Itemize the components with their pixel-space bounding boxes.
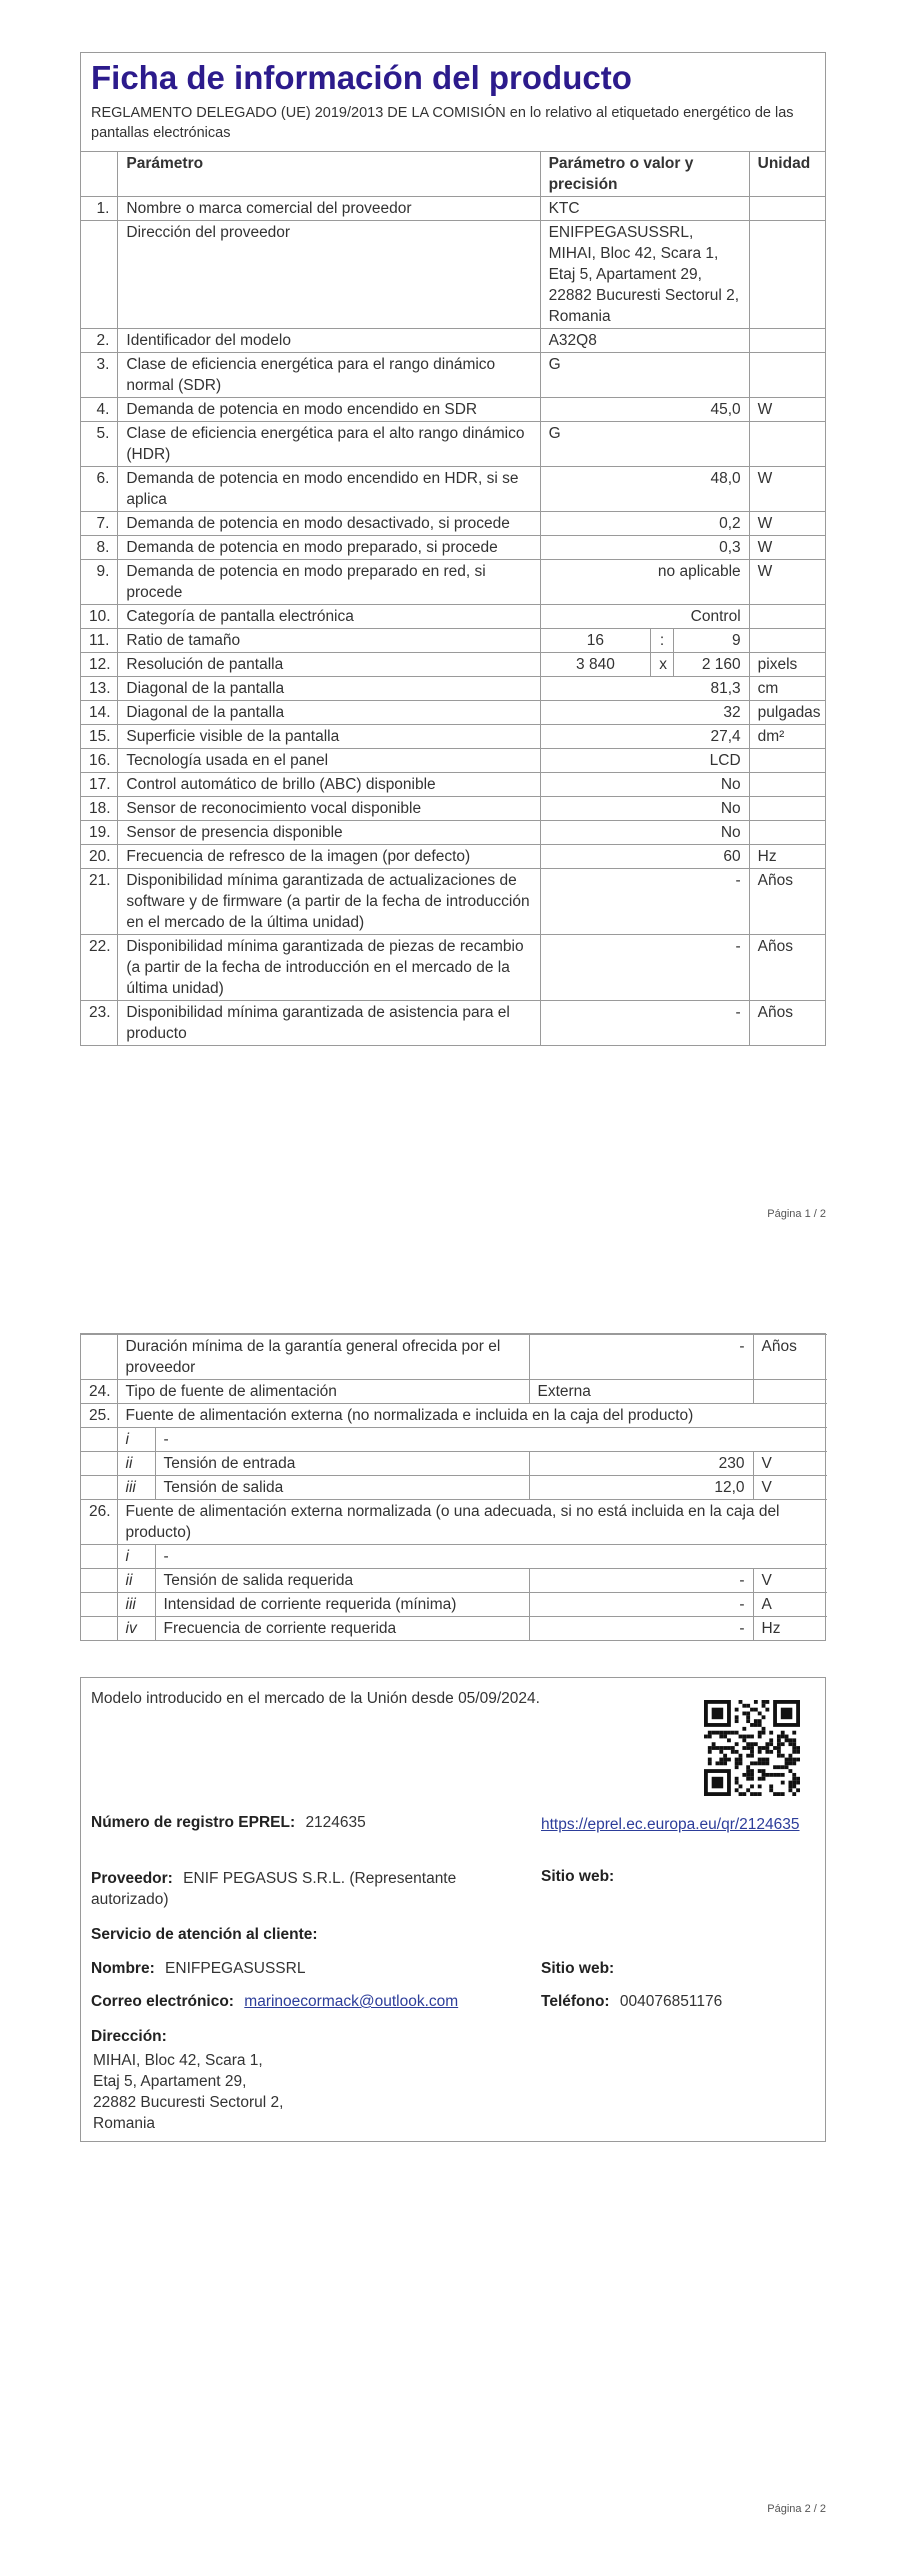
value-cell: - (540, 1001, 749, 1046)
row-number: 20. (81, 845, 118, 869)
address-label: Dirección: (91, 2028, 167, 2045)
param-cell: Categoría de pantalla electrónica (118, 605, 540, 629)
row-number: 6. (81, 467, 118, 512)
value-cell: 60 (540, 845, 749, 869)
param-cell: Diagonal de la pantalla (118, 677, 540, 701)
separator-cell: x (651, 653, 674, 677)
email-label: Correo electrónico: (91, 1993, 234, 2010)
customer-service-heading: Servicio de atención al cliente: (91, 1926, 318, 1943)
unit-cell: W (749, 512, 825, 536)
row-number: 11. (81, 629, 118, 653)
phone-value: 004076851176 (619, 1993, 723, 2010)
name-label: Nombre: (91, 1960, 155, 1977)
unit-cell (749, 221, 825, 329)
table-subrow: iv Frecuencia de corriente requerida - Hz (81, 1617, 827, 1641)
unit-cell: cm (749, 677, 825, 701)
param-cell: Diagonal de la pantalla (118, 701, 540, 725)
unit-cell: W (749, 560, 825, 605)
value-cell: - (540, 935, 749, 1001)
table-subrow: iii Intensidad de corriente requerida (mínima) - A (81, 1593, 827, 1617)
website-label: Sitio web: (541, 1868, 615, 1885)
row-number: 7. (81, 512, 118, 536)
param-cell: Tecnología usada en el panel (118, 749, 540, 773)
param-cell: Disponibilidad mínima garantizada de actualizaciones de software y de firmware (a partir de la fecha de introducción en el mercado de la última unidad) (118, 869, 540, 935)
table-row (81, 398, 825, 422)
name-value: ENIFPEGASUSSRL (165, 1960, 306, 1977)
regulation-text: REGLAMENTO DELEGADO (UE) 2019/2013 DE LA COMISIÓN en lo relativo al etiquetado energético de las pantallas electrónicas (91, 105, 794, 141)
header-param: Parámetro (118, 152, 540, 197)
row-number: 5. (81, 422, 118, 467)
param-cell: Demanda de potencia en modo encendido en HDR, si se aplica (118, 467, 540, 512)
row-number: 23. (81, 1001, 118, 1046)
param-cell: Demanda de potencia en modo desactivado, si procede (118, 512, 540, 536)
unit-cell (749, 821, 825, 845)
param-cell: Dirección del proveedor (118, 221, 540, 329)
table-row (81, 353, 825, 398)
unit-cell: W (749, 467, 825, 512)
row-number: 21. (81, 869, 118, 935)
table-row (81, 797, 825, 821)
supplier-info-box (80, 1677, 826, 2142)
address-line: Etaj 5, Apartament 29, (93, 2073, 247, 2090)
param-cell: Disponibilidad mínima garantizada de asistencia para el producto (118, 1001, 540, 1046)
unit-cell: Años (749, 869, 825, 935)
phone-label: Teléfono: (541, 1993, 610, 2010)
row-number: 1. (81, 197, 118, 221)
product-info-sheet-page2 (80, 1333, 826, 1641)
unit-cell (749, 353, 825, 398)
unit-cell: pixels (749, 653, 825, 677)
param-cell: Demanda de potencia en modo encendido en SDR (118, 398, 540, 422)
table-row (81, 629, 825, 653)
table-row (81, 821, 825, 845)
table-row (81, 773, 825, 797)
row-number: 2. (81, 329, 118, 353)
param-cell: Disponibilidad mínima garantizada de piezas de recambio (a partir de la fecha de introducción en el mercado de la última unidad) (118, 935, 540, 1001)
param-cell: Ratio de tamaño (118, 629, 540, 653)
unit-cell (749, 797, 825, 821)
unit-cell (749, 605, 825, 629)
table-row: 25. Fuente de alimentación externa (no normalizada e incluida en la caja del producto) (81, 1404, 827, 1428)
unit-cell (749, 749, 825, 773)
header-value: Parámetro o valor y precisión (540, 152, 749, 197)
value-cell: 3 840 (540, 653, 651, 677)
value-cell: A32Q8 (540, 329, 749, 353)
value-cell: - (540, 869, 749, 935)
table-subrow: i - (81, 1428, 827, 1452)
table-subrow: ii Tensión de salida requerida - V (81, 1569, 827, 1593)
address-block (93, 2050, 283, 2134)
unit-cell: dm² (749, 725, 825, 749)
email-link[interactable]: marinoecormack@outlook.com (244, 1993, 459, 2010)
eprel-number: 2124635 (305, 1814, 366, 1831)
unit-cell: W (749, 398, 825, 422)
param-cell: Demanda de potencia en modo preparado en red, si procede (118, 560, 540, 605)
table-row (81, 536, 825, 560)
param-cell: Demanda de potencia en modo preparado, si procede (118, 536, 540, 560)
row-number: 13. (81, 677, 118, 701)
param-cell: Clase de eficiencia energética para el rango dinámico normal (SDR) (118, 353, 540, 398)
unit-cell: pulgadas (749, 701, 825, 725)
table-subrow: i - (81, 1545, 827, 1569)
table-row (81, 677, 825, 701)
unit-cell: W (749, 536, 825, 560)
param-cell: Superficie visible de la pantalla (118, 725, 540, 749)
value-cell: ENIFPEGASUSSRL, MIHAI, Bloc 42, Scara 1, Etaj 5, Apartament 29, 22882 Bucuresti Sectorul 2, Romania (540, 221, 749, 329)
value-cell: no aplicable (540, 560, 749, 605)
table-row: 24. Tipo de fuente de alimentación Externa (81, 1380, 827, 1404)
table-row (81, 512, 825, 536)
unit-cell (749, 629, 825, 653)
table-row: Duración mínima de la garantía general ofrecida por el proveedor - Años (81, 1335, 827, 1380)
value-cell: G (540, 353, 749, 398)
table-row (81, 1001, 825, 1046)
product-info-sheet-page1 (80, 52, 826, 1046)
row-number: 16. (81, 749, 118, 773)
param-cell: Frecuencia de refresco de la imagen (por defecto) (118, 845, 540, 869)
value-cell: 48,0 (540, 467, 749, 512)
value-cell: 9 (673, 629, 749, 653)
param-cell: Sensor de reconocimiento vocal disponible (118, 797, 540, 821)
table-row (81, 605, 825, 629)
value-cell: Control (540, 605, 749, 629)
table-row (81, 422, 825, 467)
unit-cell (749, 329, 825, 353)
table-subrow: ii Tensión de entrada 230 V (81, 1452, 827, 1476)
param-cell: Clase de eficiencia energética para el alto rango dinámico (HDR) (118, 422, 540, 467)
address-line: 22882 Bucuresti Sectorul 2, (93, 2094, 284, 2111)
unit-cell: Hz (749, 845, 825, 869)
value-cell: 45,0 (540, 398, 749, 422)
table-row (81, 749, 825, 773)
value-cell: 2 160 (673, 653, 749, 677)
value-cell: No (540, 797, 749, 821)
row-number: 18. (81, 797, 118, 821)
eprel-link[interactable]: https://eprel.ec.europa.eu/qr/2124635 (541, 1816, 800, 1833)
table-row (81, 935, 825, 1001)
value-cell: KTC (540, 197, 749, 221)
table-row (81, 845, 825, 869)
table-row (81, 467, 825, 512)
parameters-table (81, 151, 825, 1045)
table-row (81, 725, 825, 749)
param-cell: Sensor de presencia disponible (118, 821, 540, 845)
value-cell: 0,2 (540, 512, 749, 536)
table-row (81, 869, 825, 935)
row-number: 19. (81, 821, 118, 845)
param-cell: Resolución de pantalla (118, 653, 540, 677)
page-number: Página 1 / 2 (767, 1208, 826, 1220)
address-line: Romania (93, 2115, 156, 2132)
table-header-row (81, 152, 825, 197)
row-number: 3. (81, 353, 118, 398)
unit-cell: Años (749, 1001, 825, 1046)
param-cell: Identificador del modelo (118, 329, 540, 353)
table-subrow: iii Tensión de salida 12,0 V (81, 1476, 827, 1500)
qr-code-icon (704, 1700, 800, 1796)
param-cell: Nombre o marca comercial del proveedor (118, 197, 540, 221)
unit-cell: Años (749, 935, 825, 1001)
unit-cell (749, 773, 825, 797)
table-row (81, 560, 825, 605)
page-title: Ficha de información del producto (91, 59, 632, 96)
value-cell: 16 (540, 629, 651, 653)
value-cell: LCD (540, 749, 749, 773)
value-cell: 32 (540, 701, 749, 725)
param-cell: Control automático de brillo (ABC) disponible (118, 773, 540, 797)
row-number: 12. (81, 653, 118, 677)
supplier-label: Proveedor: (91, 1870, 173, 1887)
table-row (81, 329, 825, 353)
value-cell: G (540, 422, 749, 467)
unit-cell (749, 422, 825, 467)
header-unit: Unidad (749, 152, 825, 197)
row-number: 9. (81, 560, 118, 605)
eprel-label: Número de registro EPREL: (91, 1814, 296, 1831)
table-row (81, 197, 825, 221)
row-number: 22. (81, 935, 118, 1001)
table-row (81, 701, 825, 725)
page-number-2: Página 2 / 2 (767, 2503, 826, 2515)
market-date-text: Modelo introducido en el mercado de la Unión desde 05/09/2024. (91, 1690, 540, 1707)
row-number: 15. (81, 725, 118, 749)
website-label-2: Sitio web: (541, 1960, 615, 1977)
row-number (81, 221, 118, 329)
value-cell: 0,3 (540, 536, 749, 560)
supplier-value: ENIF PEGASUS S.R.L. (Representante autorizado) (91, 1870, 457, 1908)
row-number: 4. (81, 398, 118, 422)
row-number: 17. (81, 773, 118, 797)
table-row: 26. Fuente de alimentación externa normalizada (o una adecuada, si no está incluida en la caja del producto) (81, 1500, 827, 1545)
table-row (81, 653, 825, 677)
unit-cell (749, 197, 825, 221)
row-number: 10. (81, 605, 118, 629)
value-cell: 27,4 (540, 725, 749, 749)
value-cell: No (540, 773, 749, 797)
row-number: 8. (81, 536, 118, 560)
power-supply-table (81, 1334, 827, 1640)
value-cell: 81,3 (540, 677, 749, 701)
row-number: 14. (81, 701, 118, 725)
separator-cell: : (651, 629, 674, 653)
address-line: MIHAI, Bloc 42, Scara 1, (93, 2052, 263, 2069)
table-row (81, 221, 825, 329)
value-cell: No (540, 821, 749, 845)
